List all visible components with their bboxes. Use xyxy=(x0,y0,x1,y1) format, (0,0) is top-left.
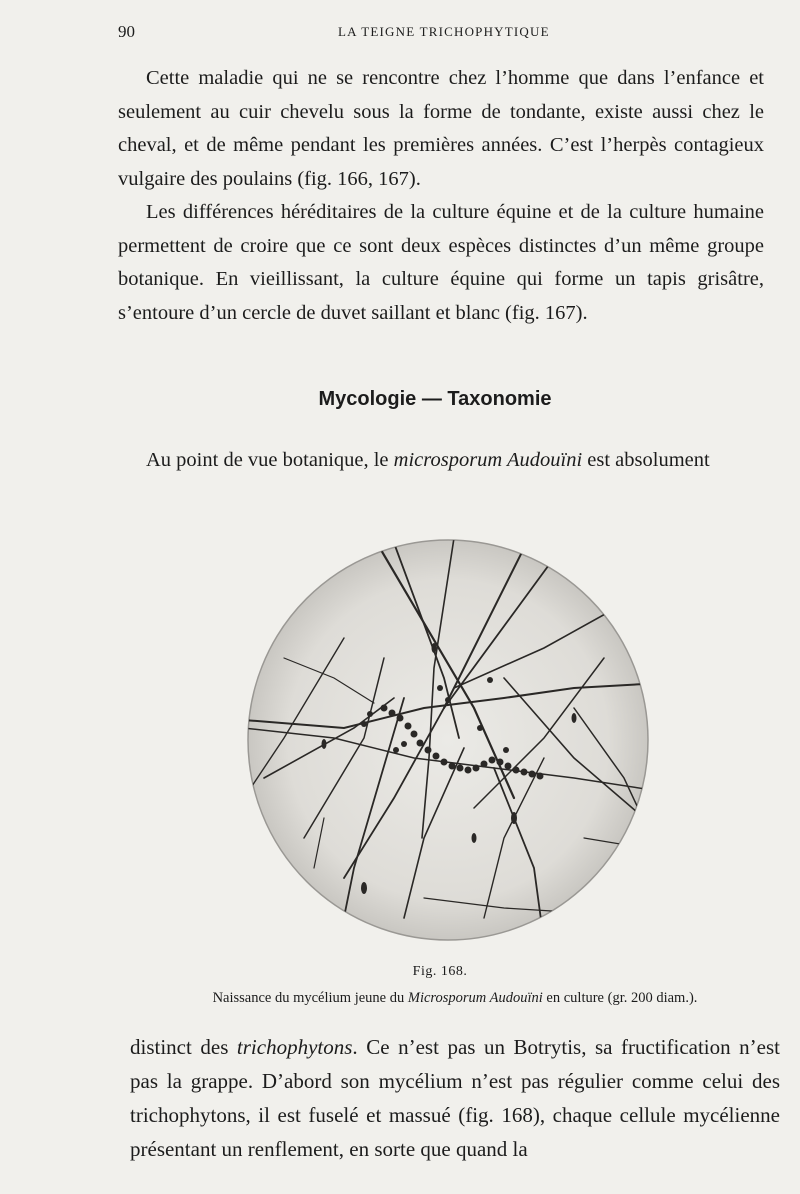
micrograph-image xyxy=(244,538,652,942)
paragraph-3 xyxy=(118,444,764,478)
figure-caption-end: en culture (gr. 200 diam.). xyxy=(542,990,698,1006)
paragraph-4-italic: trichophytons xyxy=(236,1035,353,1059)
paragraph-1 xyxy=(118,62,764,196)
figure-caption-species: Microsporum Audouïni xyxy=(407,990,543,1006)
page-header xyxy=(0,22,800,46)
paragraph-4 xyxy=(130,1030,780,1166)
paragraph-3-species: microsporum Audouïni xyxy=(393,449,583,471)
page-number: 90 xyxy=(118,22,135,41)
paragraph-4-text xyxy=(130,1030,780,1166)
paragraph-1-text: Cette maladie qui ne se rencontre chez l’homme que dans l’enfance et seulement au cuir chevelu sous la forme de tondante, existe aussi chez le cheval, et de même pendant les premières années. C’est l’herpès contagieux vulgaire des poulains (fig. 166, 167). xyxy=(118,67,764,190)
running-title: LA TEIGNE TRICHOPHYTIQUE xyxy=(338,24,550,39)
paragraph-3-end: est absolument xyxy=(582,449,710,471)
paragraph-4-start: distinct des xyxy=(130,1035,237,1059)
paragraph-2 xyxy=(118,196,764,330)
paragraph-3-text xyxy=(118,444,764,478)
section-heading: Mycologie — Taxonomie xyxy=(318,388,552,410)
figure-caption xyxy=(135,990,775,1007)
micrograph-figure xyxy=(244,538,652,942)
paragraph-4-end: . Ce n’est pas un Botrytis, sa fructification n’est pas la grappe. D’abord son mycélium n’est pas régulier comme celui des trichophytons, il est fuselé et massué (fig. 168), chaque cellule mycélienne présentant un renflement, en sorte que quand la xyxy=(130,1035,781,1161)
figure-caption-start: Naissance du mycélium jeune du xyxy=(212,990,408,1006)
figure-label: Fig. 168. xyxy=(412,964,468,979)
paragraph-3-start: Au point de vue botanique, le xyxy=(146,449,394,471)
paragraph-2-text: Les différences héréditaires de la culture équine et de la culture humaine permettent de croire que ce sont deux espèces distinctes d’un même groupe botanique. En vieillissant, la culture équine qui forme un tapis grisâtre, s’entoure d’un cercle de duvet saillant et blanc (fig. 167). xyxy=(118,201,764,324)
